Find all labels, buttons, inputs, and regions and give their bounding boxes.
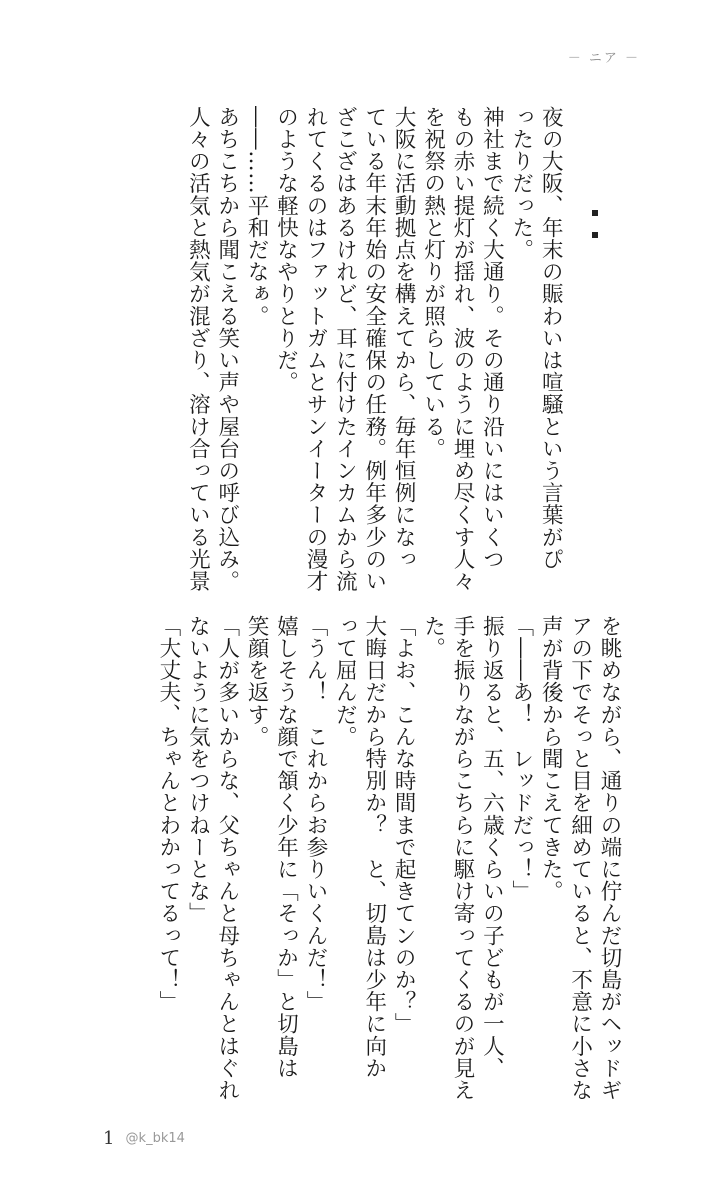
page-footer — [103, 1128, 185, 1149]
text-line: 「――あ！ レッドだっ！」 — [508, 615, 534, 903]
text-line: 嬉しそうな顔で頷く少年に「そっか」と切島は — [273, 615, 299, 1080]
text-line: 人々の活気と熱気が混ざり、溶け合っている光景 — [185, 106, 211, 593]
text-line: ざこざはあるけれど、耳に付けたインカムから流 — [332, 106, 358, 593]
text-line: 振り返ると、五、六歳くらいの子どもが一人、 — [479, 615, 505, 1080]
text-line: ったりだった。 — [508, 106, 534, 261]
text-line: 「人が多いからな、父ちゃんと母ちゃんとはぐれ — [214, 615, 240, 1102]
text-line: 声が背後から聞こえてきた。 — [538, 615, 564, 903]
text-line: ないように気をつけねーとな」 — [185, 615, 211, 925]
text-line: ている年末年始の安全確保の任務。例年多少のい — [361, 106, 387, 593]
text-line: 神社まで続く大通り。その通り沿いにはいくつ — [479, 106, 505, 571]
author-credit: @k_bk14 — [125, 1131, 185, 1146]
text-line: 「よお、こんな時間まで起きてンのか？」 — [391, 615, 417, 1035]
text-line: 大晦日だから特別か？ と、切島は少年に向か — [361, 615, 387, 1080]
page-number: 1 — [103, 1128, 115, 1149]
text-line: ――……平和だなぁ。 — [244, 106, 270, 327]
text-line: 「うん！ これからお参りいくんだ！」 — [302, 615, 328, 1013]
text-line: れてくるのはファットガムとサンイーターの漫才 — [302, 106, 328, 593]
text-line: を祝祭の熱と灯りが照らしている。 — [420, 106, 446, 460]
text-line: た。 — [420, 615, 446, 660]
text-line: 笑顔を返す。 — [244, 615, 270, 748]
text-line: 大阪に活動拠点を構えてから、毎年恒例になっ — [391, 106, 417, 571]
text-line: 夜の大阪、年末の賑わいは喧騒という言葉がぴ — [538, 106, 564, 571]
text-line: 「大丈夫、ちゃんとわかってるって！」 — [155, 615, 181, 1013]
text-line: って屈んだ。 — [332, 615, 358, 748]
text-line — [595, 106, 624, 596]
text-line: を眺めながら、通りの端に佇んだ切島がヘッドギ — [597, 615, 622, 1102]
text-block-top — [152, 106, 624, 596]
text-line: 手を振りながらこちらに駆け寄ってくるのが見え — [449, 615, 475, 1102]
text-line: あちこちから聞こえる笑い声や屋台の呼び込み。 — [214, 106, 240, 593]
text-line: もの赤い提灯が揺れ、波のように埋め尽くす人々 — [449, 106, 475, 593]
text-block-bottom — [112, 615, 624, 1102]
text-line: アの下でそっと目を細めていると、不意に小さな — [567, 615, 593, 1102]
text-line — [565, 106, 594, 596]
chapter-title: － ニア － — [567, 51, 640, 66]
text-line: のような軽快なやりとりだ。 — [273, 106, 299, 394]
